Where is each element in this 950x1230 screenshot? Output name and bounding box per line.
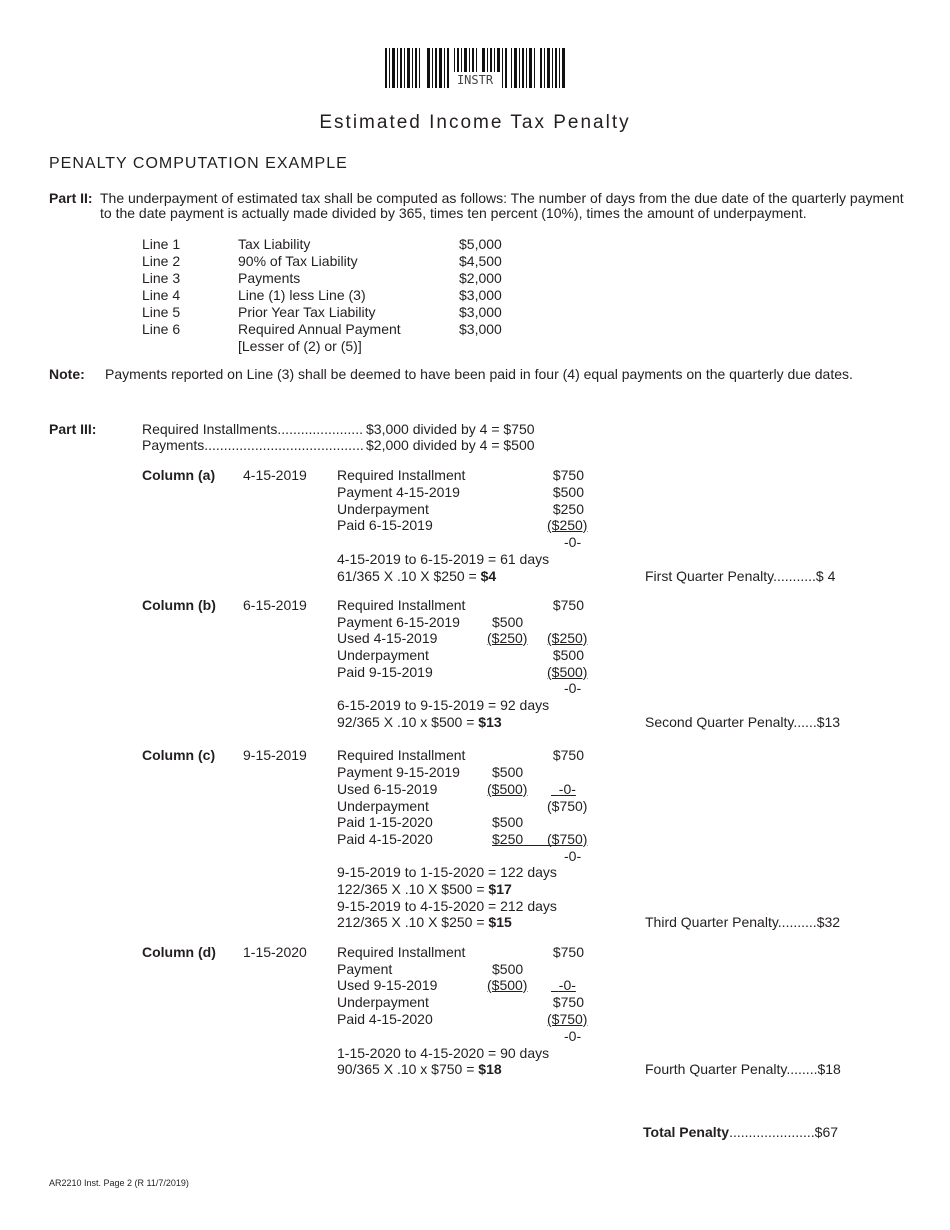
required-installments-label: Required Installments...................... — [142, 421, 363, 437]
page-title: Estimated Income Tax Penalty — [319, 112, 631, 133]
col-b-row-value: $500 — [552, 647, 584, 663]
col-d-days: 1-15-2020 to 4-15-2020 = 90 days — [337, 1045, 550, 1061]
col-b-row-label: Used 4-15-2019 — [337, 630, 438, 646]
col-d-calc: 90/365 X .10 x $750 = $18 — [337, 1061, 502, 1077]
col-d-zero: -0- — [564, 1028, 582, 1044]
col-b-calc: 92/365 X .10 x $500 = $13 — [337, 714, 502, 730]
line-1-amount: $5,000 — [459, 236, 502, 252]
part2-text-2: to the date payment is actually made divided by 365, times ten percent (10%), times the amount of underpayment. — [100, 205, 807, 221]
col-a-row-label: Paid 6-15-2019 — [337, 517, 433, 533]
col-d-row-label: Underpayment — [337, 994, 429, 1010]
col-c-days-1: 9-15-2019 to 1-15-2020 = 122 days — [337, 864, 557, 880]
col-c-row-mid: $500 — [492, 814, 524, 830]
col-a-row-value: $250 — [552, 501, 584, 517]
col-c-calc-1: 122/365 X .10 X $500 = $17 — [337, 881, 512, 897]
payments-label: Payments......................................... — [142, 437, 364, 453]
line-5-amount: $3,000 — [459, 304, 502, 320]
column-c-date: 9-15-2019 — [243, 747, 307, 763]
footer-form-id: AR2210 Inst. Page 2 (R 11/7/2019) — [49, 1178, 189, 1188]
col-a-zero: -0- — [564, 534, 582, 550]
line-5-desc: Prior Year Tax Liability — [238, 304, 376, 320]
col-d-row-mid: ($500) — [487, 977, 528, 993]
col-d-row-value: $750 — [552, 994, 584, 1010]
col-d-row-value: $750 — [552, 944, 584, 960]
col-c-row-label: Paid 1-15-2020 — [337, 814, 433, 830]
col-c-row-mid: $500 — [492, 764, 524, 780]
line-6-num: Line 6 — [142, 321, 181, 337]
second-quarter-penalty: Second Quarter Penalty......$13 — [645, 714, 841, 730]
col-c-zero: -0- — [564, 848, 582, 864]
note-text: Payments reported on Line (3) shall be deemed to have been paid in four (4) equal payments on the quarterly due dates. — [105, 366, 853, 382]
col-c-row-mid: ($500) — [487, 781, 528, 797]
col-a-row-value: $500 — [552, 484, 584, 500]
line-6-desc: Required Annual Payment — [238, 321, 401, 337]
col-d-row-label: Used 9-15-2019 — [337, 977, 438, 993]
col-b-row-label: Paid 9-15-2019 — [337, 664, 433, 680]
line-4-num: Line 4 — [142, 287, 181, 303]
column-c-label: Column (c) — [142, 747, 216, 763]
col-b-row-mid: $500 — [492, 614, 524, 630]
col-d-row-label: Payment — [337, 961, 393, 977]
line-5-num: Line 5 — [142, 304, 181, 320]
col-c-row-label: Used 6-15-2019 — [337, 781, 438, 797]
part2-label: Part II: — [49, 190, 93, 206]
line-2-num: Line 2 — [142, 253, 181, 269]
col-d-row-label: Required Installment — [337, 944, 466, 960]
third-quarter-penalty: Third Quarter Penalty..........$32 — [645, 914, 841, 930]
column-a-date: 4-15-2019 — [243, 467, 307, 483]
col-c-row-mid: $250 — [492, 831, 524, 847]
col-b-days: 6-15-2019 to 9-15-2019 = 92 days — [337, 697, 550, 713]
col-a-row-value: $750 — [552, 467, 584, 483]
note-label: Note: — [49, 366, 85, 382]
col-c-row-value: ($750) — [547, 798, 588, 814]
line-3-num: Line 3 — [142, 270, 181, 286]
column-d-date: 1-15-2020 — [243, 944, 307, 960]
line-4-desc: Line (1) less Line (3) — [238, 287, 366, 303]
col-b-zero: -0- — [564, 680, 582, 696]
col-c-row-value: $750 — [552, 747, 584, 763]
payments-value: $2,000 divided by 4 = $500 — [366, 437, 535, 453]
line-1-desc: Tax Liability — [238, 236, 311, 252]
col-b-row-mid: ($250) — [487, 630, 528, 646]
col-a-days: 4-15-2019 to 6-15-2019 = 61 days — [337, 551, 550, 567]
barcode-text: INSTR — [456, 73, 494, 87]
line-1-num: Line 1 — [142, 236, 181, 252]
col-b-row-value: ($500) — [547, 664, 588, 680]
col-b-row-label: Payment 6-15-2019 — [337, 614, 460, 630]
line-3-desc: Payments — [238, 270, 301, 286]
section-heading: PENALTY COMPUTATION EXAMPLE — [49, 155, 348, 172]
total-penalty: Total Penalty......................$67 — [643, 1124, 839, 1140]
col-a-row-value: ($250) — [547, 517, 588, 533]
col-c-row-value: -0- — [558, 781, 576, 797]
col-b-row-value: $750 — [552, 597, 584, 613]
col-c-row-value: ($750) — [547, 831, 588, 847]
col-c-days-2: 9-15-2019 to 4-15-2020 = 212 days — [337, 898, 557, 914]
col-c-row-label: Required Installment — [337, 747, 466, 763]
line-4-amount: $3,000 — [459, 287, 502, 303]
col-c-row-label: Underpayment — [337, 798, 429, 814]
first-quarter-penalty: First Quarter Penalty...........$ 4 — [645, 568, 836, 584]
line-2-desc: 90% of Tax Liability — [238, 253, 358, 269]
part2-text-1: The underpayment of estimated tax shall be computed as follows: The number of days from the due date of the quarterly payment — [100, 190, 904, 206]
part3-label: Part III: — [49, 421, 97, 437]
column-b-label: Column (b) — [142, 597, 216, 613]
col-b-row-value: ($250) — [547, 630, 588, 646]
required-installments-value: $3,000 divided by 4 = $750 — [366, 421, 535, 437]
col-b-row-label: Required Installment — [337, 597, 466, 613]
col-a-row-label: Underpayment — [337, 501, 429, 517]
col-d-row-mid: $500 — [492, 961, 524, 977]
col-d-row-value: ($750) — [547, 1011, 588, 1027]
col-c-calc-2: 212/365 X .10 X $250 = $15 — [337, 914, 512, 930]
column-d-label: Column (d) — [142, 944, 216, 960]
col-a-calc: 61/365 X .10 X $250 = $4 — [337, 568, 497, 584]
fourth-quarter-penalty: Fourth Quarter Penalty........$18 — [645, 1061, 841, 1077]
col-d-row-label: Paid 4-15-2020 — [337, 1011, 433, 1027]
column-a-label: Column (a) — [142, 467, 216, 483]
column-b-date: 6-15-2019 — [243, 597, 307, 613]
col-a-row-label: Required Installment — [337, 467, 466, 483]
line-6-extra: [Lesser of (2) or (5)] — [238, 338, 362, 354]
line-2-amount: $4,500 — [459, 253, 502, 269]
col-b-row-label: Underpayment — [337, 647, 429, 663]
col-d-row-value: -0- — [558, 977, 576, 993]
col-a-row-label: Payment 4-15-2019 — [337, 484, 460, 500]
col-c-row-label: Paid 4-15-2020 — [337, 831, 433, 847]
line-3-amount: $2,000 — [459, 270, 502, 286]
line-6-amount: $3,000 — [459, 321, 502, 337]
col-c-row-label: Payment 9-15-2019 — [337, 764, 460, 780]
